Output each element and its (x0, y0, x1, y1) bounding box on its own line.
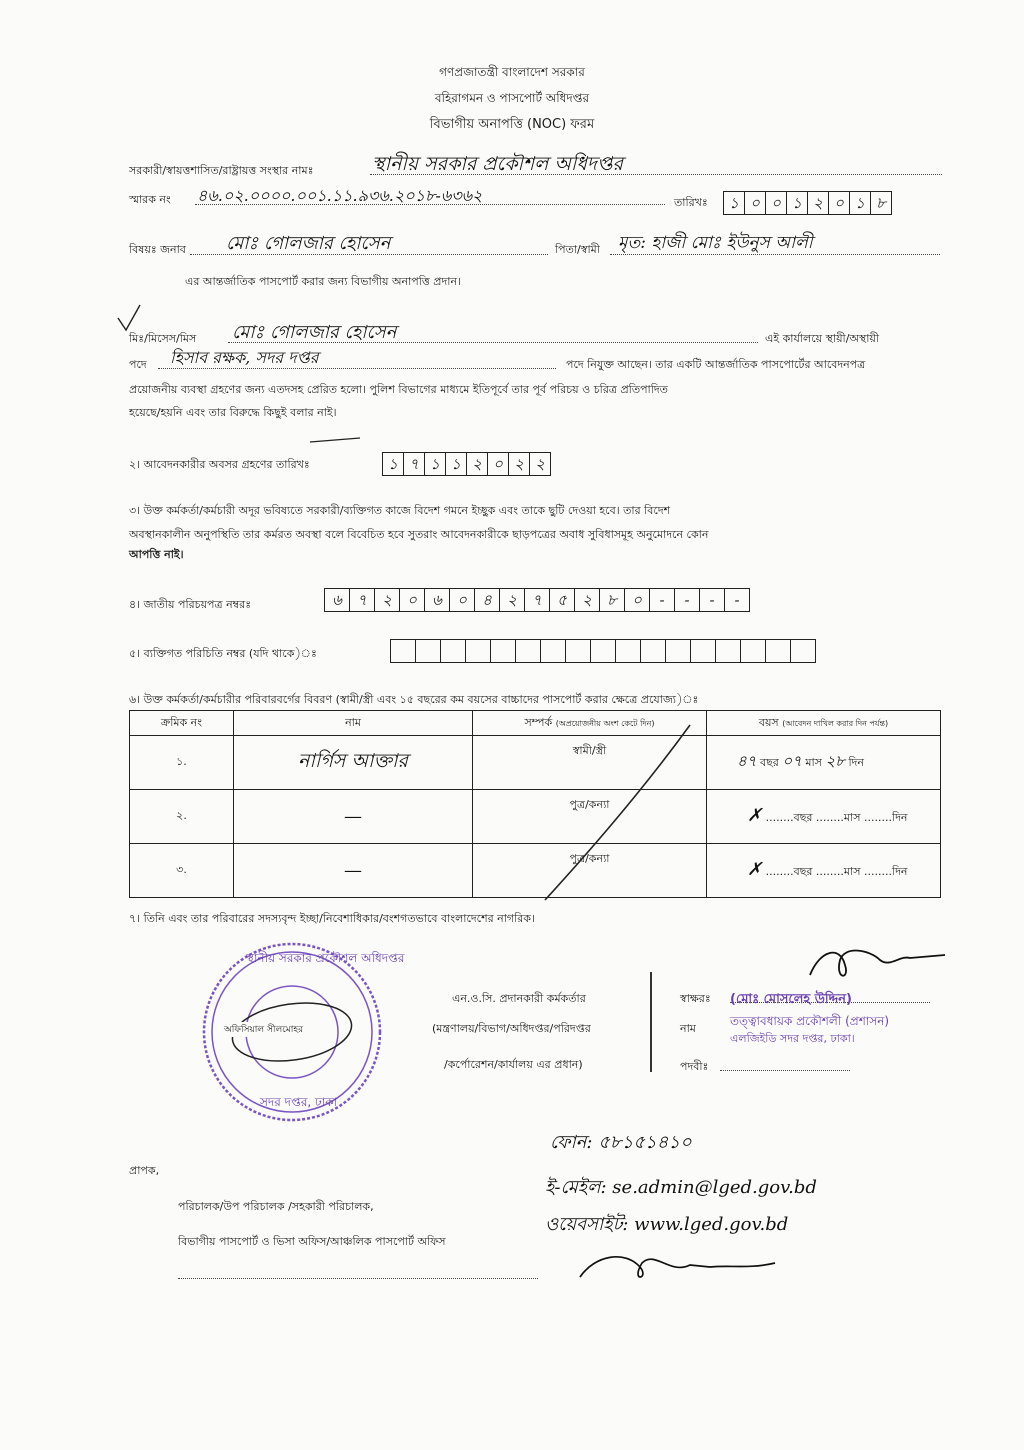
digit-box: ১ (446, 453, 467, 475)
memo-label: স্মারক নং (129, 193, 171, 206)
digit-box: ০ (625, 589, 650, 611)
digit-box: ০ (450, 589, 475, 611)
item5-label: ৫। ব্যক্তিগত পরিচিতি নম্বর (যদি থাকে)ঃ (129, 647, 317, 660)
sign-label: স্বাক্ষরঃ (680, 992, 711, 1005)
col-serial: ক্রমিক নং (130, 711, 234, 736)
age-note: (আবেদন দাখিল করার দিন পর্যন্ত) (782, 718, 889, 728)
digit-box: ৮ (600, 589, 625, 611)
digit-box: ২ (808, 192, 829, 214)
age-days: ২৮ (825, 752, 845, 770)
row-age: ✗ ........বছর ........মাস ........দিন (707, 844, 941, 898)
digit-box: ০ (488, 453, 509, 475)
unit-year: বছর (793, 865, 813, 878)
memo-date-label: তারিখঃ (674, 196, 708, 209)
digit-box: ১ (724, 192, 745, 214)
digit-box: ০ (745, 192, 766, 214)
issuer-line3: /কর্পোরেশন/কার্যালয় এর প্রধান) (444, 1058, 583, 1071)
seal-text: স্থানীয় সরকার প্রকৌশল অধিদপ্তর (246, 951, 405, 965)
digit-box: - (650, 589, 675, 611)
father-label: পিতা/স্বামী (555, 243, 600, 256)
item1-office: এই কার্যালয়ে স্থায়ী/অস্থায়ী (765, 332, 880, 345)
digit-box: ৬ (325, 589, 350, 611)
stamp-post: তত্ত্বাবধায়ক প্রকৌশলী (প্রশাসন) (730, 1014, 890, 1028)
unit-day: দিন (848, 756, 864, 769)
unit-month: মাস (843, 811, 861, 824)
age-header: বয়স (758, 715, 779, 729)
digit-box: ১ (850, 192, 871, 214)
stamp-name: (মোঃ মোসলেহ উদ্দিন) (730, 992, 852, 1007)
recipient-label: প্রাপক, (129, 1164, 160, 1177)
contact-web: ওয়েবসাইট: www.lged.gov.bd (545, 1214, 789, 1235)
item1-line2: প্রয়োজনীয় ব্যবস্থা গ্রহণের জন্য এতদসহ প্রেরিত হলো। পুলিশ বিভাগের মাধ্যমে ইতিপূর্বে তার পূর্ব পরিচয় ও চরিত্র প্রতিপাদিত (129, 383, 668, 396)
digit-box: ২ (575, 589, 600, 611)
cross-mark: ✗ (747, 859, 763, 880)
item1-name: মোঃ গোলজার হোসেন (232, 322, 397, 343)
official-seal (200, 940, 405, 1125)
digit-box: ১ (787, 192, 808, 214)
row-relation: স্বামী/স্ত্রী (473, 736, 707, 790)
org-label: সরকারী/স্বায়ত্তশাসিত/রাষ্ট্রায়ত্ত সংস্থার নামঃ (129, 164, 314, 177)
row-serial: ৩. (130, 844, 234, 898)
unit-day: দিন (891, 865, 908, 878)
item2-label: ২। আবেদনকারীর অবসর গ্রহণের তারিখঃ (129, 458, 310, 471)
digit-box: - (700, 589, 725, 611)
subject-name: মোঃ গোলজার হোসেন (226, 233, 391, 254)
item3-line2: অবস্থানকালীন অনুপস্থিতি তার কর্মরত অবস্থা বলে বিবেচিত হবে সুতরাং আবেদনকারীকে ছাড়পত্রের অবাধ সুবিধাসমূহ অনুমোদনে কোন (129, 528, 709, 541)
seal-inner: অফিসিয়াল সীলমোহর (224, 1022, 303, 1037)
issuer-divider (650, 972, 652, 1072)
row-name: — (234, 844, 473, 898)
item1-cont: পদে নিযুক্ত আছেন। তার একটি আন্তর্জাতিক পাসপোর্টের আবেদনপত্র (566, 358, 866, 371)
digit-box: ০ (400, 589, 425, 611)
item1-post-value: হিসাব রক্ষক, সদর দপ্তর (170, 348, 319, 367)
issuer-line1: এন.ও.সি. প্রদানকারী কর্মকর্তার (452, 992, 586, 1005)
digit-box: ২ (467, 453, 488, 475)
item7-text: ৭। তিনি এবং তার পরিবারের সদস্যবৃন্দ ইচ্ছা/নিবেশাধিকার/বংশগতভাবে বাংলাদেশের নাগরিক। (129, 912, 535, 925)
contact-email: ই-মেইল: se.admin@lged.gov.bd (545, 1177, 817, 1198)
header-department: বহিরাগমন ও পাসপোর্ট অধিদপ্তর (434, 91, 590, 105)
row-age: ✗ ........বছর ........মাস ........দিন (707, 790, 941, 844)
digit-box: ২ (535, 455, 545, 473)
memo-value: ৪৬.০২.০০০০.০০১.১১.৯৩৬.২০১৮-৬৩৬২ (197, 186, 483, 205)
initials-signature (570, 1245, 790, 1290)
digit-box: - (675, 589, 700, 611)
item1-post-label: পদে (129, 358, 147, 371)
row-name: — (234, 790, 473, 844)
age-months: ০৭ (782, 752, 802, 770)
issuer-line2: (মন্ত্রণালয়/বিভাগ/অধিদপ্তর/পরিদপ্তর (432, 1022, 591, 1035)
form-title: বিভাগীয় অনাপত্তি (NOC) ফরম (429, 117, 595, 132)
item3-line1: ৩। উক্ত কর্মকর্তা/কর্মচারী অদূর ভবিষ্যতে সরকারী/ব্যক্তিগত কাজে বিদেশ গমনে ইচ্ছুক এবং তাকে ছুটি দেওয়া হবে। তার বিদেশ (129, 504, 671, 517)
recipient-dotline (178, 1278, 538, 1279)
row-serial: ২. (130, 790, 234, 844)
recipient-line1: পরিচালক/উপ পরিচালক /সহকারী পরিচালক, (178, 1200, 374, 1213)
signature (800, 930, 950, 990)
digit-box: ০ (766, 192, 787, 214)
seal-sub: সদর দপ্তর, ঢাকা (260, 1095, 338, 1109)
digit-box: ৭ (525, 589, 550, 611)
subject-label: বিষয়ঃ জনাব (129, 243, 186, 256)
digit-box: ৭ (404, 453, 425, 475)
unit-month: মাস (843, 865, 861, 878)
item4-label: ৪। জাতীয় পরিচয়পত্র নম্বরঃ (129, 598, 252, 611)
relation-header: সম্পর্ক (524, 715, 553, 729)
unit-month: মাস (805, 756, 822, 769)
unit-year: বছর (760, 756, 779, 769)
digit-box: ২ (375, 589, 400, 611)
col-name: নাম (234, 711, 473, 736)
stamp-office: এলজিইডি সদর দপ্তর, ঢাকা। (730, 1032, 855, 1045)
post-label: পদবীঃ (680, 1060, 709, 1073)
contact-phone: ফোন: ৫৮১৫১৪১০ (550, 1132, 692, 1153)
digit-box: ৮ (876, 194, 886, 212)
recipient-line2: বিভাগীয় পাসপোর্ট ও ভিসা অফিস/আঞ্চলিক পাসপোর্ট অফিস (178, 1235, 446, 1248)
age-years: ৪৭ (737, 752, 757, 770)
digit-box: ২ (509, 453, 530, 475)
item1-line3: হয়েছে/হয়নি এবং তার বিরুদ্ধে কিছুই বলার নাই। (129, 406, 337, 419)
row-serial: ১. (130, 736, 234, 790)
digit-box: ৭ (350, 589, 375, 611)
digit-box: ৬ (425, 589, 450, 611)
item6-label: ৬। উক্ত কর্মকর্তা/কর্মচারীর পরিবারবর্গের বিবরণ (স্বামী/স্ত্রী এবং ১৫ বছরের কম বয়সের বাচ্চাদের পাসপোর্ট করার ক্ষেত্রে প্রযোজ্য)ঃ (129, 693, 699, 706)
item1-label: মিঃ/মিসেস/মিস (129, 332, 197, 345)
name-label: নাম (680, 1022, 696, 1035)
digit-box: ১ (383, 453, 404, 475)
father-value: মৃত: হাজী মোঃ ইউনুস আলী (618, 233, 813, 253)
digit-box: ০ (829, 192, 850, 214)
row-relation: পুত্র/কন্যা (473, 790, 707, 844)
header-ministry: গণপ্রজাতন্ত্রী বাংলাদেশ সরকার (439, 65, 585, 79)
digit-box: ৪ (475, 589, 500, 611)
row-name: নার্গিস আক্তার (234, 736, 473, 790)
unit-year: বছর (793, 811, 813, 824)
subject-line2: এর আন্তর্জাতিক পাসপোর্ট করার জন্য বিভাগীয় অনাপত্তি প্রদান। (185, 275, 461, 288)
unit-day: দিন (891, 811, 908, 824)
digit-box: - (734, 591, 740, 609)
digit-box: ২ (500, 589, 525, 611)
post-dotline (720, 1070, 850, 1071)
item3-line3: আপত্তি নাই। (129, 548, 184, 561)
org-value: স্থানীয় সরকার প্রকৌশল অধিদপ্তর (372, 153, 623, 175)
cross-mark: ✗ (747, 805, 763, 826)
row-relation: পুত্র/কন্যা (473, 844, 707, 898)
digit-box: ১ (425, 453, 446, 475)
relation-note: (অপ্রয়োজনীয় অংশ কেটে দিন) (555, 718, 655, 728)
digit-box: ৫ (550, 589, 575, 611)
